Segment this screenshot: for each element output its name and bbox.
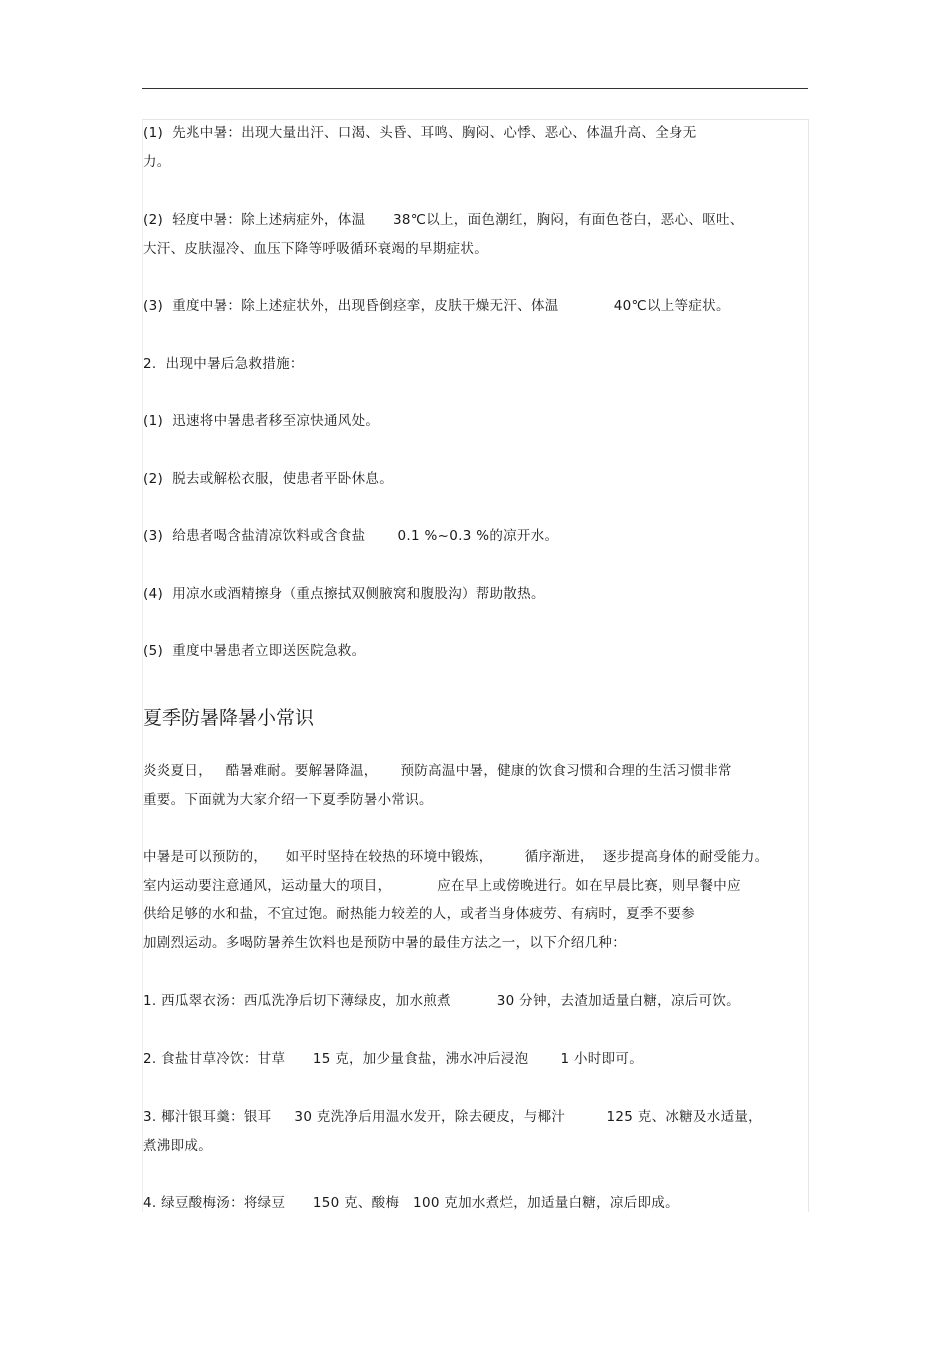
symptom-precursor-line-1: (1) 先兆中暑：出现大量出汗、口渴、头昏、耳鸣、胸闷、心悸、恶心、体温升高、全身无 [143,125,697,141]
prevention-line-2: 室内运动要注意通风，运动量大的项目， 应在早上或傍晚进行。如在早晨比赛，则早餐中应 [143,878,741,894]
recipe-3-line-2: 煮沸即成。 [143,1138,212,1154]
prevention-line-1: 中暑是可以预防的， 如平时坚持在较热的环境中锻炼， 循序渐进， 逐步提高身体的耐受能力。 [143,849,769,865]
symptom-precursor-line-2: 力。 [143,154,171,170]
intro-line-1: 炎炎夏日， 酷暑难耐。要解暑降温， 预防高温中暑，健康的饮食习惯和合理的生活习惯非常 [143,763,732,779]
recipe-1: 1. 西瓜翠衣汤：西瓜洗净后切下薄绿皮，加水煎煮 30 分钟，去渣加适量白糖，凉后可饮。 [143,993,740,1009]
first-aid-step-4: (4) 用凉水或酒精擦身（重点擦拭双侧腋窝和腹股沟）帮助散热。 [143,586,545,602]
recipe-2: 2. 食盐甘草冷饮：甘草 15 克，加少量食盐，沸水冲后浸泡 1 小时即可。 [143,1051,644,1067]
prevention-line-3: 供给足够的水和盐，不宜过饱。耐热能力较差的人，或者当身体疲劳、有病时，夏季不要参 [143,906,695,922]
first-aid-step-1: (1) 迅速将中暑患者移至凉快通风处。 [143,413,380,429]
first-aid-title: 2. 出现中暑后急救措施： [143,356,304,372]
first-aid-step-5: (5) 重度中暑患者立即送医院急救。 [143,643,366,659]
intro-line-2: 重要。下面就为大家介绍一下夏季防暑小常识。 [143,792,433,808]
prevention-line-4: 加剧烈运动。多喝防暑养生饮料也是预防中暑的最佳方法之一，以下介绍几种： [143,935,626,951]
symptom-mild-line-2: 大汗、皮肤湿冷、血压下降等呼吸循环衰竭的早期症状。 [143,241,488,257]
recipe-3-line-1: 3. 椰汁银耳羹：银耳 30 克洗净后用温水发开，除去硬皮，与椰汁 125 克、冰糖及水适量， [143,1109,762,1125]
first-aid-step-2: (2) 脱去或解松衣服，使患者平卧休息。 [143,471,394,487]
first-aid-step-3: (3) 给患者喝含盐清凉饮料或含食盐 0.1 %~0.3 %的凉开水。 [143,528,559,544]
symptom-mild-line-1: (2) 轻度中暑：除上述病症外，体温 38℃以上，面色潮红，胸闷，有面色苍白，恶心、呕吐、 [143,212,744,228]
top-divider [142,88,808,89]
symptom-severe: (3) 重度中暑：除上述症状外，出现昏倒痉挛，皮肤干燥无汗、体温 40℃以上等症状。 [143,298,730,314]
recipe-4: 4. 绿豆酸梅汤：将绿豆 150 克、酸梅 100 克加水煮烂，加适量白糖，凉后即成。 [143,1195,679,1211]
section-heading: 夏季防暑降暑小常识 [143,707,315,729]
